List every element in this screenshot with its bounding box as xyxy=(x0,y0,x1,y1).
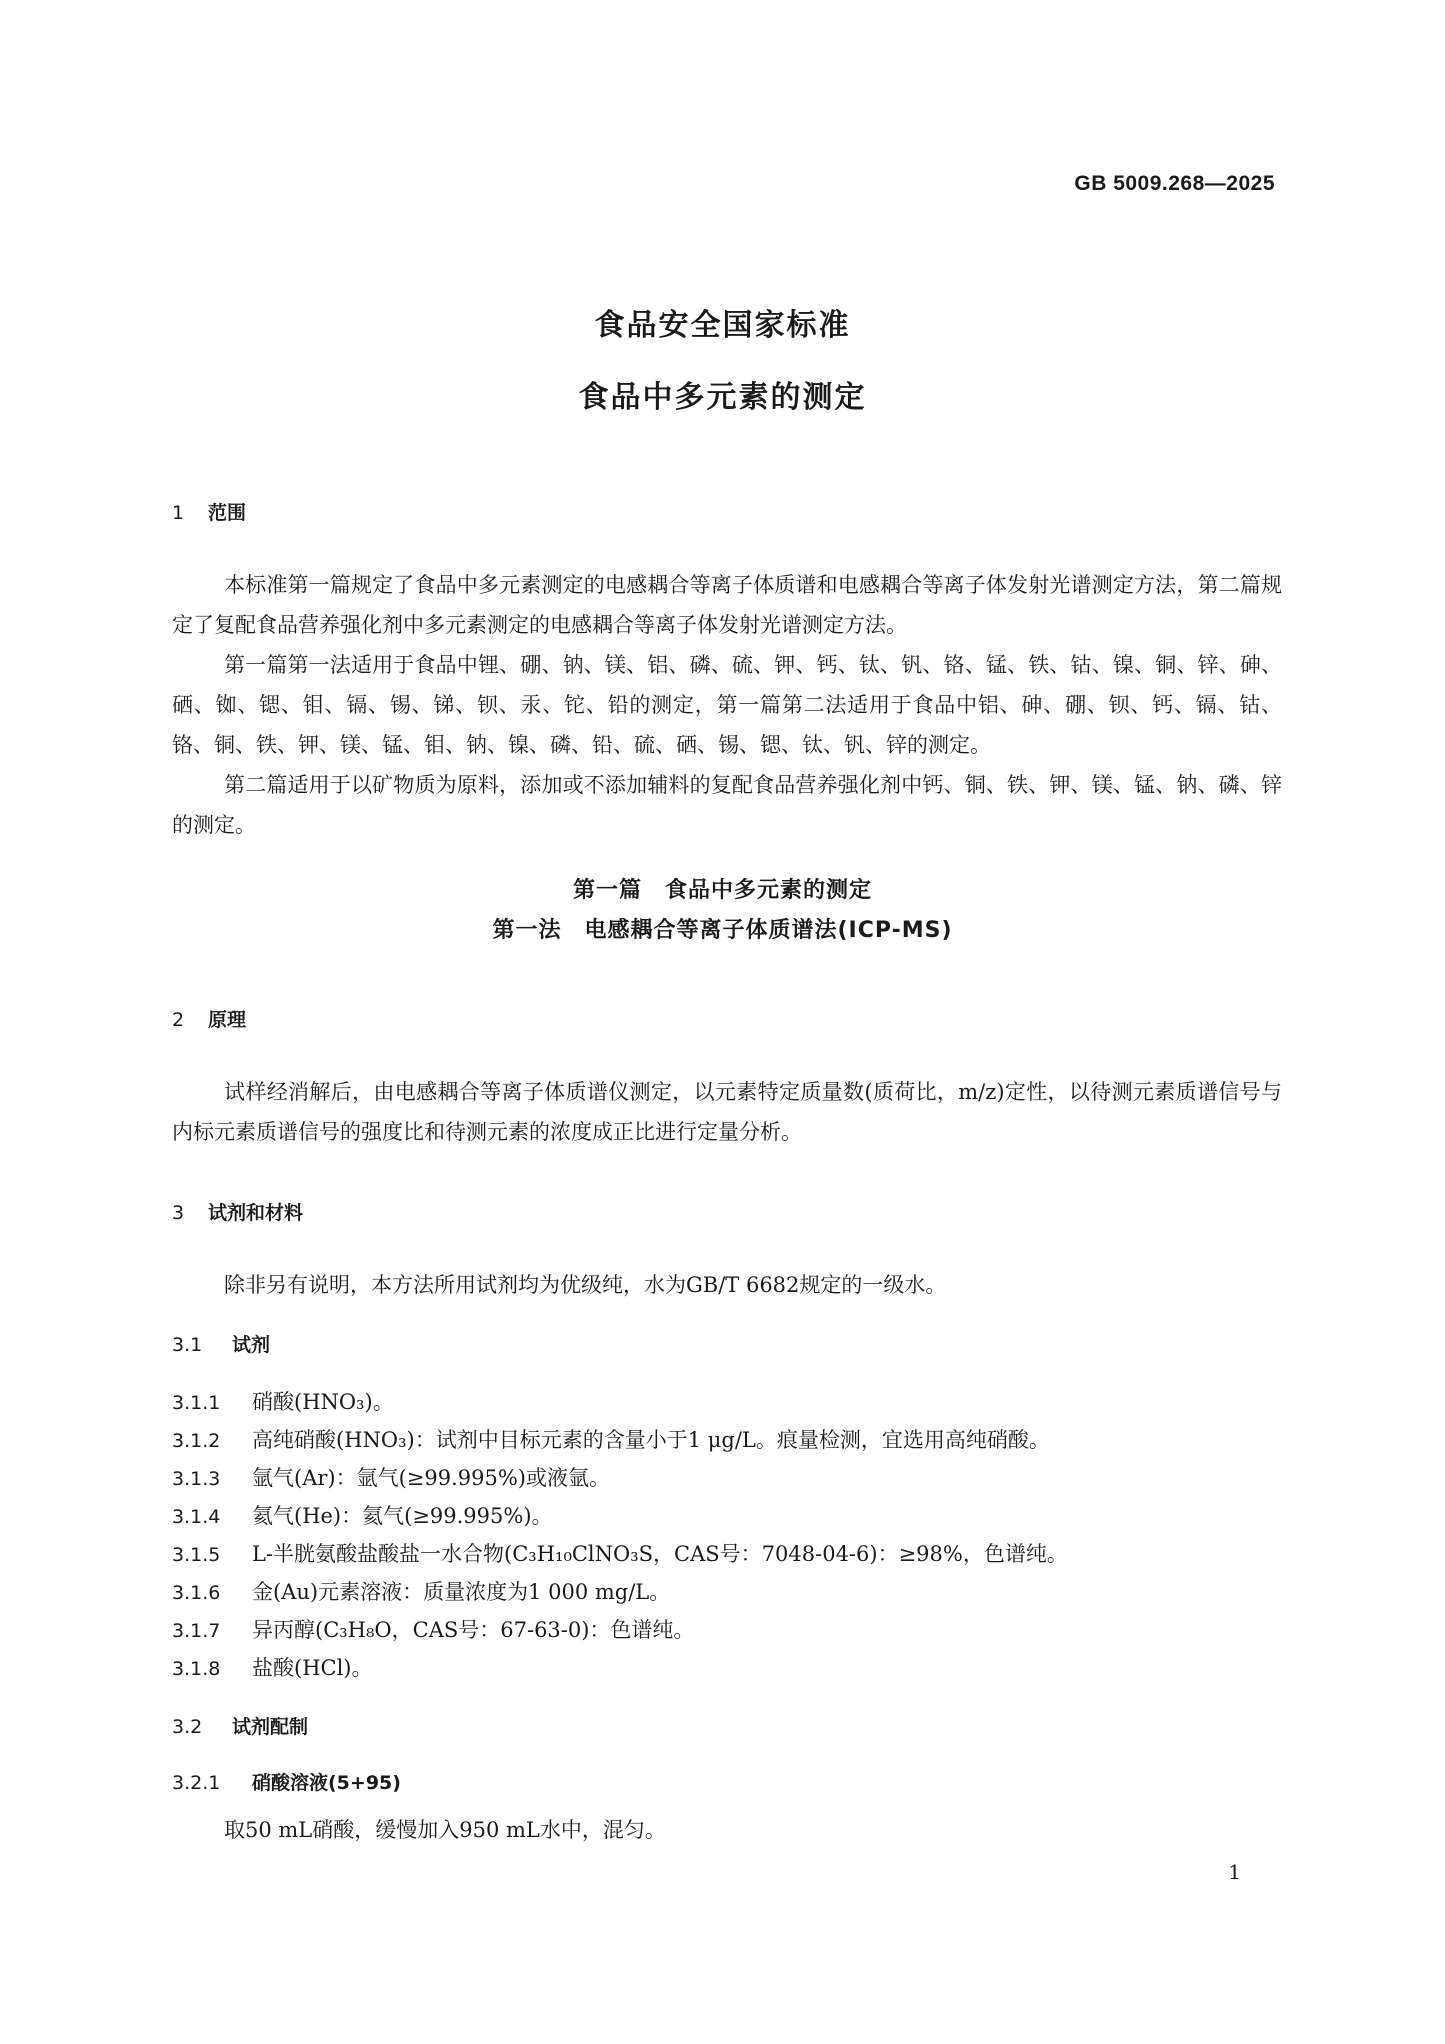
document-title: 食品中多元素的测定 xyxy=(578,380,867,415)
reagent-item xyxy=(172,1614,694,1644)
item-number: 3.1.7 xyxy=(172,1620,221,1642)
section-number: 3.1 xyxy=(172,1334,203,1356)
item-text: 盐酸(HCl)。 xyxy=(252,1656,373,1680)
section-1-heading xyxy=(172,498,246,525)
part-heading: 第一篇 食品中多元素的测定 xyxy=(572,878,872,903)
nitric-acid-solution-paragraph: 取50 mL硝酸，缓慢加入950 mL水中，混匀。 xyxy=(224,1818,666,1842)
item-number: 3.1.6 xyxy=(172,1582,221,1604)
method-heading: 第一法 电感耦合等离子体质谱法(ICP-MS) xyxy=(492,918,953,943)
reagent-item xyxy=(172,1500,553,1530)
section-number: 3.2 xyxy=(172,1716,203,1738)
reagent-item xyxy=(172,1576,670,1606)
item-number: 3.1.5 xyxy=(172,1544,221,1566)
section-3-heading xyxy=(172,1198,303,1225)
item-text: 异丙醇(C₃H₈O，CAS号：67-63-0)：色谱纯。 xyxy=(252,1618,695,1642)
item-text: 氦气(He)：氦气(≥99.995%)。 xyxy=(252,1504,553,1528)
section-3-2-heading xyxy=(172,1712,308,1739)
section-title: 试剂配制 xyxy=(232,1716,309,1738)
section-title: 范围 xyxy=(208,502,247,524)
scope-paragraph-1: 本标准第一篇规定了食品中多元素测定的电感耦合等离子体质谱和电感耦合等离子体发射光谱测定方法，第二篇规定了复配食品营养强化剂中多元素测定的电感耦合等离子体发射光谱测定方法。 xyxy=(172,573,1282,637)
item-text: 氩气(Ar)：氩气(≥99.995%)或液氩。 xyxy=(252,1466,611,1490)
section-number: 1 xyxy=(172,502,185,524)
page-number: 1 xyxy=(1228,1860,1241,1884)
section-3-2-1-heading xyxy=(172,1768,401,1795)
section-title: 原理 xyxy=(208,1009,247,1031)
item-text: 硝酸(HNO₃)。 xyxy=(252,1390,394,1414)
item-text: 高纯硝酸(HNO₃)：试剂中目标元素的含量小于1 μg/L。痕量检测，宜选用高纯硝酸。 xyxy=(252,1428,1050,1452)
item-number: 3.1.1 xyxy=(172,1392,221,1414)
principle-paragraph: 试样经消解后，由电感耦合等离子体质谱仪测定，以元素特定质量数(质荷比，m/z)定性，以待测元素质谱信号与内标元素质谱信号的强度比和待测元素的浓度成正比进行定量分析。 xyxy=(172,1080,1282,1144)
scope-paragraph-3: 第二篇适用于以矿物质为原料，添加或不添加辅料的复配食品营养强化剂中钙、铜、铁、钾、镁、锰、钠、磷、锌的测定。 xyxy=(172,773,1282,837)
reagent-item xyxy=(172,1462,610,1492)
reagent-item xyxy=(172,1386,394,1416)
standard-title: 食品安全国家标准 xyxy=(594,308,851,343)
reagents-paragraph: 除非另有说明，本方法所用试剂均为优级纯，水为GB/T 6682规定的一级水。 xyxy=(224,1273,947,1297)
scope-paragraph-2: 第一篇第一法适用于食品中锂、硼、钠、镁、铝、磷、硫、钾、钙、钛、钒、铬、锰、铁、钴、镍、铜、锌、砷、硒、铷、锶、钼、镉、锡、锑、钡、汞、铊、铅的测定，第一篇第二法适用于食品中铝、砷、硼、钡、钙、镉、钴、铬、铜、铁、钾、镁、锰、钼、钠、镍、磷、铅、硫、硒、锡、锶、钛、钒、锌的测定。 xyxy=(172,653,1282,757)
section-number: 3 xyxy=(172,1202,185,1224)
item-text: L-半胱氨酸盐酸盐一水合物(C₃H₁₀ClNO₃S，CAS号：7048-04-6)：≥98%，色谱纯。 xyxy=(252,1542,1068,1566)
section-2-heading xyxy=(172,1005,246,1032)
section-number: 3.2.1 xyxy=(172,1772,221,1794)
item-number: 3.1.3 xyxy=(172,1468,221,1490)
section-3-1-heading xyxy=(172,1330,270,1357)
document-code: GB 5009.268—2025 xyxy=(1074,172,1275,195)
item-number: 3.1.8 xyxy=(172,1658,221,1680)
reagent-item xyxy=(172,1424,1050,1454)
item-number: 3.1.4 xyxy=(172,1506,221,1528)
section-number: 2 xyxy=(172,1009,185,1031)
section-title: 硝酸溶液(5+95) xyxy=(252,1772,401,1794)
section-title: 试剂 xyxy=(232,1334,271,1356)
reagent-item xyxy=(172,1538,1068,1568)
item-text: 金(Au)元素溶液：质量浓度为1 000 mg/L。 xyxy=(252,1580,671,1604)
reagent-item xyxy=(172,1652,372,1682)
item-number: 3.1.2 xyxy=(172,1430,221,1452)
section-title: 试剂和材料 xyxy=(208,1202,304,1224)
